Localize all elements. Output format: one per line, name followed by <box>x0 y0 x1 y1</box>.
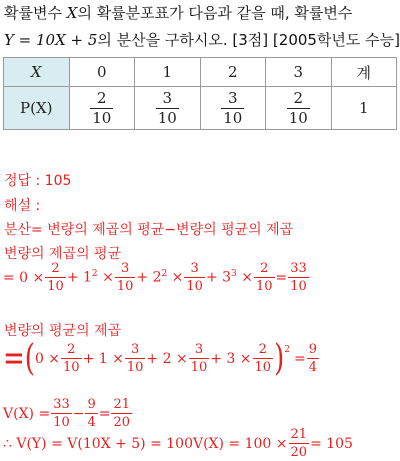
fraction <box>156 88 179 127</box>
fraction <box>221 88 244 127</box>
question-prefix: 확률변수 <box>4 4 62 22</box>
question-line2-suffix: 의 분산을 구하시오. [3점] [2005학년도 수능] <box>97 31 400 49</box>
numerator: 2 <box>293 88 304 107</box>
eq-lhs: V(X) = <box>3 405 51 422</box>
table-cell <box>200 87 266 130</box>
exponent: 2 <box>91 269 98 280</box>
denominator: 10 <box>157 108 177 127</box>
denominator: 20 <box>290 445 308 460</box>
table-cell <box>266 87 332 130</box>
times-sign: × <box>102 269 114 286</box>
variance-definition: 분산= 변량의 제곱의 평균−변량의 평균의 제곱 <box>4 222 294 238</box>
numerator: 3 <box>194 342 204 357</box>
equals-sign: = <box>293 350 306 367</box>
equation-variance-y <box>3 428 353 459</box>
explanation-label: 해설 : <box>4 198 41 214</box>
numerator: 21 <box>113 397 131 412</box>
denominator: 10 <box>290 279 307 294</box>
probability-table <box>3 57 397 130</box>
numerator: 2 <box>96 88 107 107</box>
label-mean-square: 변량의 평균의 제곱 <box>4 323 122 339</box>
table-row-label: P(X) <box>4 87 70 130</box>
exponent: 3 <box>231 269 237 280</box>
denominator: 10 <box>92 108 112 127</box>
denominator: 10 <box>255 279 273 294</box>
numerator: 9 <box>87 397 96 412</box>
eq-term: 0 × <box>34 350 61 367</box>
fraction <box>90 88 113 127</box>
denominator: 4 <box>308 360 317 375</box>
numerator: 3 <box>120 261 130 276</box>
exponent: 2 <box>161 269 168 280</box>
question-expression: Y = 10X + 5 <box>4 31 98 49</box>
label-square-mean: 변량의 제곱의 평균 <box>4 246 122 262</box>
numerator: 21 <box>290 427 308 442</box>
fraction <box>61 343 82 374</box>
denominator: 10 <box>288 108 308 127</box>
fraction <box>184 262 205 293</box>
fraction <box>253 343 274 374</box>
table-header-cell: 0 <box>69 58 135 87</box>
numerator: 3 <box>227 88 238 107</box>
eq-term: + 3 × <box>210 350 252 367</box>
eq-term: + 2 × <box>146 350 188 367</box>
table-total-cell: 1 <box>331 87 397 130</box>
eq-term-text: + 2 <box>136 269 162 286</box>
numerator: 3 <box>190 261 199 276</box>
equals-sign: = <box>275 269 288 286</box>
fraction <box>115 262 136 293</box>
fraction <box>111 398 132 429</box>
minus-sign: − <box>72 405 85 422</box>
paren-open: =( <box>3 337 35 380</box>
denominator: 10 <box>126 360 144 375</box>
fraction <box>307 343 319 374</box>
eq-term: = 0 × <box>3 269 45 286</box>
numerator: 3 <box>162 88 173 107</box>
numerator: 2 <box>67 342 76 357</box>
denominator: 4 <box>87 415 96 430</box>
eq-term <box>136 269 183 286</box>
table-header-total: 계 <box>331 58 397 87</box>
denominator: 10 <box>254 360 272 375</box>
question-line-2 <box>4 29 400 50</box>
fraction <box>45 262 66 293</box>
table-header-label: X <box>4 58 70 87</box>
exponent: 2 <box>284 345 290 355</box>
numerator: 2 <box>260 261 269 276</box>
equation-mean-square <box>3 337 320 380</box>
denominator: 10 <box>63 360 80 375</box>
numerator: 33 <box>290 261 307 276</box>
table-header-cell: 3 <box>266 58 332 87</box>
fraction <box>189 343 210 374</box>
numerator: 9 <box>308 342 317 357</box>
eq-term-text: + 1 <box>66 269 92 286</box>
denominator: 10 <box>223 108 243 127</box>
eq-term <box>206 269 253 286</box>
equation-variance-x <box>3 398 133 429</box>
question-variable: X <box>66 4 78 22</box>
fraction <box>85 398 97 429</box>
fraction <box>289 428 310 459</box>
eq-lhs: ∴ V(Y) = V(10X + 5) = 100V(X) = 100 × <box>3 435 288 452</box>
question-line-1 <box>4 2 352 23</box>
equation-square-mean <box>3 262 310 293</box>
eq-term <box>67 269 114 286</box>
fraction <box>51 398 72 429</box>
denominator: 10 <box>190 360 208 375</box>
table-cell <box>135 87 201 130</box>
question-suffix: 의 확률분포표가 다음과 같을 때, 확률변수 <box>77 4 353 22</box>
fraction <box>288 262 309 293</box>
denominator: 10 <box>186 279 203 294</box>
times-sign: × <box>171 269 184 286</box>
table-header-row <box>4 58 397 87</box>
denominator: 10 <box>53 415 70 430</box>
fraction <box>254 262 275 293</box>
paren-close: ) <box>274 337 285 380</box>
times-sign: × <box>241 269 253 286</box>
numerator: 2 <box>258 342 267 357</box>
answer-line: 정답 : 105 <box>4 173 72 189</box>
eq-rhs: = 105 <box>310 435 353 452</box>
denominator: 10 <box>47 279 64 294</box>
numerator: 2 <box>51 261 60 276</box>
denominator: 20 <box>113 415 131 430</box>
numerator: 33 <box>53 397 70 412</box>
table-header-cell: 2 <box>200 58 266 87</box>
fraction <box>125 343 146 374</box>
table-header-cell: 1 <box>135 58 201 87</box>
table-cell <box>69 87 135 130</box>
equals-sign: = <box>98 405 111 422</box>
numerator: 3 <box>130 342 140 357</box>
fraction <box>287 88 310 127</box>
denominator: 10 <box>116 279 134 294</box>
eq-term-text: + 3 <box>205 269 232 286</box>
table-probability-row <box>4 87 397 130</box>
eq-term: + 1 × <box>82 350 124 367</box>
